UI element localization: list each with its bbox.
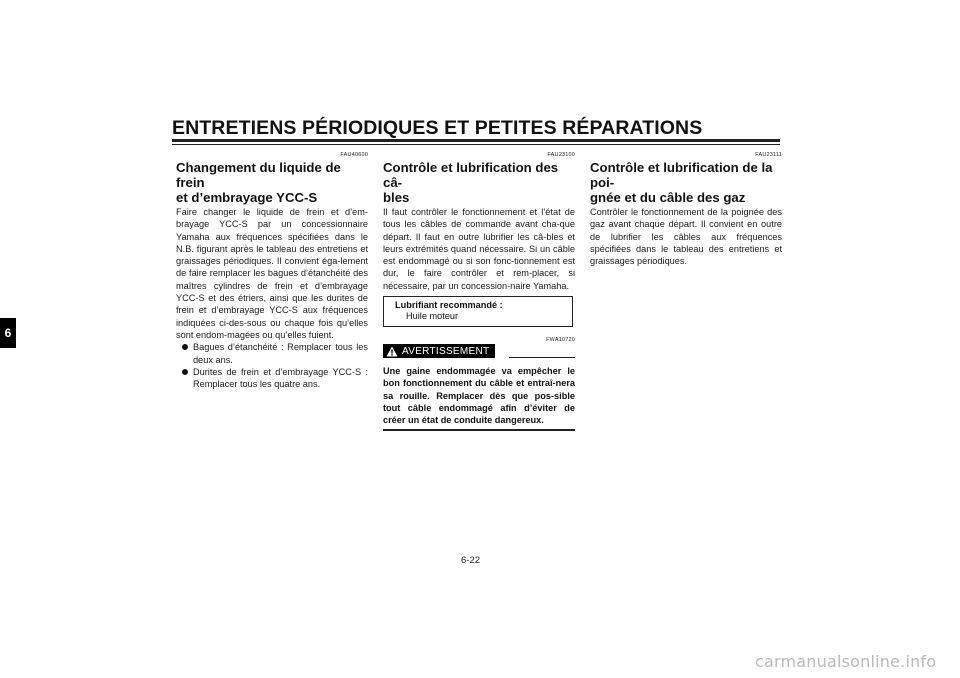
lubricant-box (383, 296, 573, 327)
bullet-dot-icon (182, 344, 188, 350)
section-heading (176, 160, 368, 205)
warning-code: FWA10720 (546, 337, 575, 343)
section-code: FAU23111 (755, 152, 782, 158)
watermark: carmanualsonline.info (755, 652, 937, 671)
heading-line-2: gnée et du câble des gaz (590, 190, 746, 205)
column-throttle (590, 152, 782, 267)
bullet-dot-icon (182, 369, 188, 375)
heading-line-1: Changement du liquide de frein (176, 160, 341, 190)
header-rule-thin (172, 144, 780, 145)
chapter-tab: 6 (0, 318, 16, 348)
section-heading (383, 160, 575, 205)
section-paragraph: Contrôler le fonctionnement de la poignée des gaz avant chaque départ. Il convient en outre de lubrifier les câbles aux fréquences spécifiées dans le tableau des entretiens et graissages périodiques. (590, 207, 782, 267)
warning-bottom-rule (383, 429, 575, 431)
lubricant-label: Lubrifiant recommandé : (395, 300, 503, 310)
warning-label: AVERTISSEMENT (402, 345, 490, 357)
page-header-title: ENTRETIENS PÉRIODIQUES ET PETITES RÉPARATIONS (172, 117, 703, 139)
warning-header (383, 344, 575, 360)
heading-line-2: bles (383, 190, 410, 205)
warning-text: Une gaine endommagée va empêcher le bon fonctionnement du câble et entraî-nera sa rouille. Remplacer dès que pos-sible tout câble endommagé afin d’éviter de créer un état de conduite dangereux. (383, 366, 575, 426)
heading-line-1: Contrôle et lubrification de la poi- (590, 160, 773, 190)
heading-line-2: et d’embrayage YCC-S (176, 190, 318, 205)
warning-triangle-icon (386, 346, 398, 357)
heading-line-1: Contrôle et lubrification des câ- (383, 160, 559, 190)
column-cables (383, 152, 575, 426)
warning-rule (509, 357, 575, 358)
column-brake-fluid (176, 152, 368, 390)
bullet-item (182, 366, 368, 391)
page-number: 6-22 (461, 555, 481, 566)
section-heading (590, 160, 782, 205)
section-code: FAU40600 (340, 152, 368, 158)
bullet-text: Bagues d’étanchéité : Remplacer tous les deux ans. (193, 342, 368, 365)
bullet-list (176, 341, 368, 390)
bullet-text: Durites de frein et d’embrayage YCC-S : Remplacer tous les quatre ans. (193, 366, 368, 390)
bullet-item (182, 341, 368, 366)
header-rule (172, 139, 780, 142)
section-paragraph: Il faut contrôler le fonctionnement et l’état de tous les câbles de commande avant cha-que départ. Il faut en outre lubrifier les câ-bles et leurs extrémités quand nécessaire. Si un câble est endommagé ou si son fonc-tionnement est dur, le faire contrôler et rem-placer, si nécessaire, par un concession-naire Yamaha. (383, 207, 575, 291)
lubricant-value: Huile moteur (406, 311, 459, 321)
warning-badge (383, 344, 495, 358)
section-paragraph: Faire changer le liquide de frein et d’em-brayage YCC-S par un concessionnaire Yamaha aux fréquences spécifiées dans le N.B. figurant après le tableau des entretiens et graissages périodiques. Il convient éga-lement de faire remplacer les bagues d’étanchéité des maîtres cylindres de frein et d’embrayage YCC-S et des étriers, ainsi que les durites de frein et d’embrayage YCC-S aux fréquences indiquées ci-des-sous ou chaque fois qu’elles sont endom-magées ou qu’elles fuient. (176, 207, 368, 340)
section-code: FAU23100 (547, 152, 575, 158)
